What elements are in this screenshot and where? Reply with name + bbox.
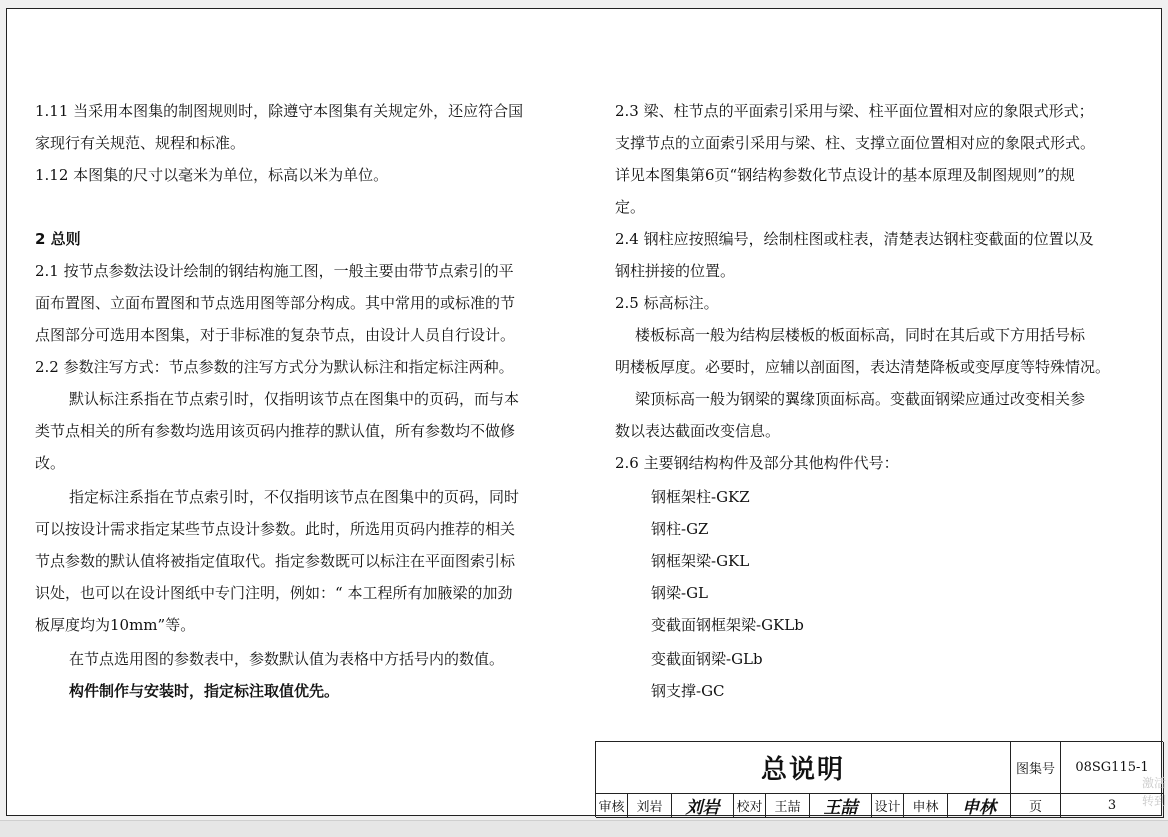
paragraph-line: 改。 xyxy=(35,454,66,472)
paragraph-line: 明楼板厚度。必要时，应辅以剖面图，表达清楚降板或变厚度等特殊情况。 xyxy=(615,358,1111,376)
paragraph-line: 类节点相关的所有参数均选用该页码内推荐的默认值，所有参数均不做修 xyxy=(35,422,516,440)
paragraph-line: 识处，也可以在设计图纸中专门注明，例如：“ 本工程所有加腋梁的加劲 xyxy=(35,584,513,602)
design-name: 申林 xyxy=(904,794,948,818)
paragraph-line: 面布置图、立面布置图和节点选用图等部分构成。其中常用的或标准的节 xyxy=(35,294,516,312)
title-block xyxy=(595,741,1163,817)
paragraph-line: 2.2 参数注写方式：节点参数的注写方式分为默认标注和指定标注两种。 xyxy=(35,358,514,376)
paragraph-line: 支撑节点的立面索引采用与梁、柱、支撑立面位置相对应的象限式形式。 xyxy=(615,134,1096,152)
member-code-item: 变截面钢梁-GLb xyxy=(651,650,763,668)
paragraph-line: 2.1 按节点参数法设计绘制的钢结构施工图，一般主要由带节点索引的平 xyxy=(35,262,514,280)
paragraph-line: 1.11 当采用本图集的制图规则时，除遵守本图集有关规定外，还应符合国 xyxy=(35,102,524,120)
paragraph-line: 详见本图集第6页“钢结构参数化节点设计的基本原理及制图规则”的规 xyxy=(615,166,1075,184)
section-heading: 2 总则 xyxy=(35,230,81,248)
paragraph-line: 钢柱拼接的位置。 xyxy=(615,262,736,280)
paragraph-line: 楼板标高一般为结构层楼板的板面标高，同时在其后或下方用括号标 xyxy=(635,326,1086,344)
member-code-item: 钢梁-GL xyxy=(651,584,709,602)
check-signature: 王喆 xyxy=(810,794,872,818)
drawing-sheet xyxy=(6,8,1162,816)
paragraph-line: 默认标注系指在节点索引时，仅指明该节点在图集中的页码，而与本 xyxy=(69,390,520,408)
paragraph-line: 1.12 本图集的尺寸以毫米为单位，标高以米为单位。 xyxy=(35,166,389,184)
paragraph-line: 2.4 钢柱应按照编号，绘制柱图或柱表，清楚表达钢柱变截面的位置以及 xyxy=(615,230,1094,248)
atlas-number: 08SG115-1 xyxy=(1061,742,1164,794)
atlas-number-label: 图集号 xyxy=(1011,742,1061,794)
member-code-item: 钢框架梁-GKL xyxy=(651,552,750,570)
paragraph-line: 指定标注系指在节点索引时，不仅指明该节点在图集中的页码，同时 xyxy=(69,488,520,506)
activation-watermark xyxy=(1142,774,1166,810)
review-name: 刘岩 xyxy=(628,794,672,818)
paragraph-line: 2.3 梁、柱节点的平面索引采用与梁、柱平面位置相对应的象限式形式； xyxy=(615,102,1094,120)
paragraph-line: 2.6 主要钢结构构件及部分其他构件代号： xyxy=(615,454,899,472)
paragraph-line: 在节点选用图的参数表中，参数默认值为表格中方括号内的数值。 xyxy=(69,650,505,668)
paragraph-line: 家现行有关规范、规程和标准。 xyxy=(35,134,246,152)
paragraph-line: 可以按设计需求指定某些节点设计参数。此时，所选用页码内推荐的相关 xyxy=(35,520,516,538)
review-signature: 刘岩 xyxy=(672,794,734,818)
check-name: 王喆 xyxy=(766,794,810,818)
member-code-item: 钢支撑-GC xyxy=(651,682,725,700)
review-label: 审核 xyxy=(596,794,628,818)
design-signature: 申林 xyxy=(948,794,1011,818)
emphasis-line: 构件制作与安装时，指定标注取值优先。 xyxy=(69,682,340,700)
paragraph-line: 梁顶标高一般为钢梁的翼缘顶面标高。变截面钢梁应通过改变相关参 xyxy=(635,390,1086,408)
paragraph-line: 2.5 标高标注。 xyxy=(615,294,719,312)
check-label: 校对 xyxy=(734,794,766,818)
watermark-line: 激活 xyxy=(1141,776,1166,790)
paragraph-line: 板厚度均为10mm”等。 xyxy=(35,616,196,634)
page-number: 3 xyxy=(1061,794,1164,818)
paragraph-line: 定。 xyxy=(615,198,646,216)
paragraph-line: 数以表达截面改变信息。 xyxy=(615,422,781,440)
viewer-bottom-bar xyxy=(0,820,1168,837)
drawing-title: 总说明 xyxy=(596,742,1011,794)
member-code-item: 变截面钢框架梁-GKLb xyxy=(651,616,804,634)
page-label: 页 xyxy=(1011,794,1061,818)
paragraph-line: 节点参数的默认值将被指定值取代。指定参数既可以标注在平面图索引标 xyxy=(35,552,516,570)
watermark-line: 转到 xyxy=(1141,794,1166,808)
design-label: 设计 xyxy=(872,794,904,818)
member-code-item: 钢框架柱-GKZ xyxy=(651,488,750,506)
paragraph-line: 点图部分可选用本图集，对于非标准的复杂节点，由设计人员自行设计。 xyxy=(35,326,516,344)
member-code-item: 钢柱-GZ xyxy=(651,520,709,538)
